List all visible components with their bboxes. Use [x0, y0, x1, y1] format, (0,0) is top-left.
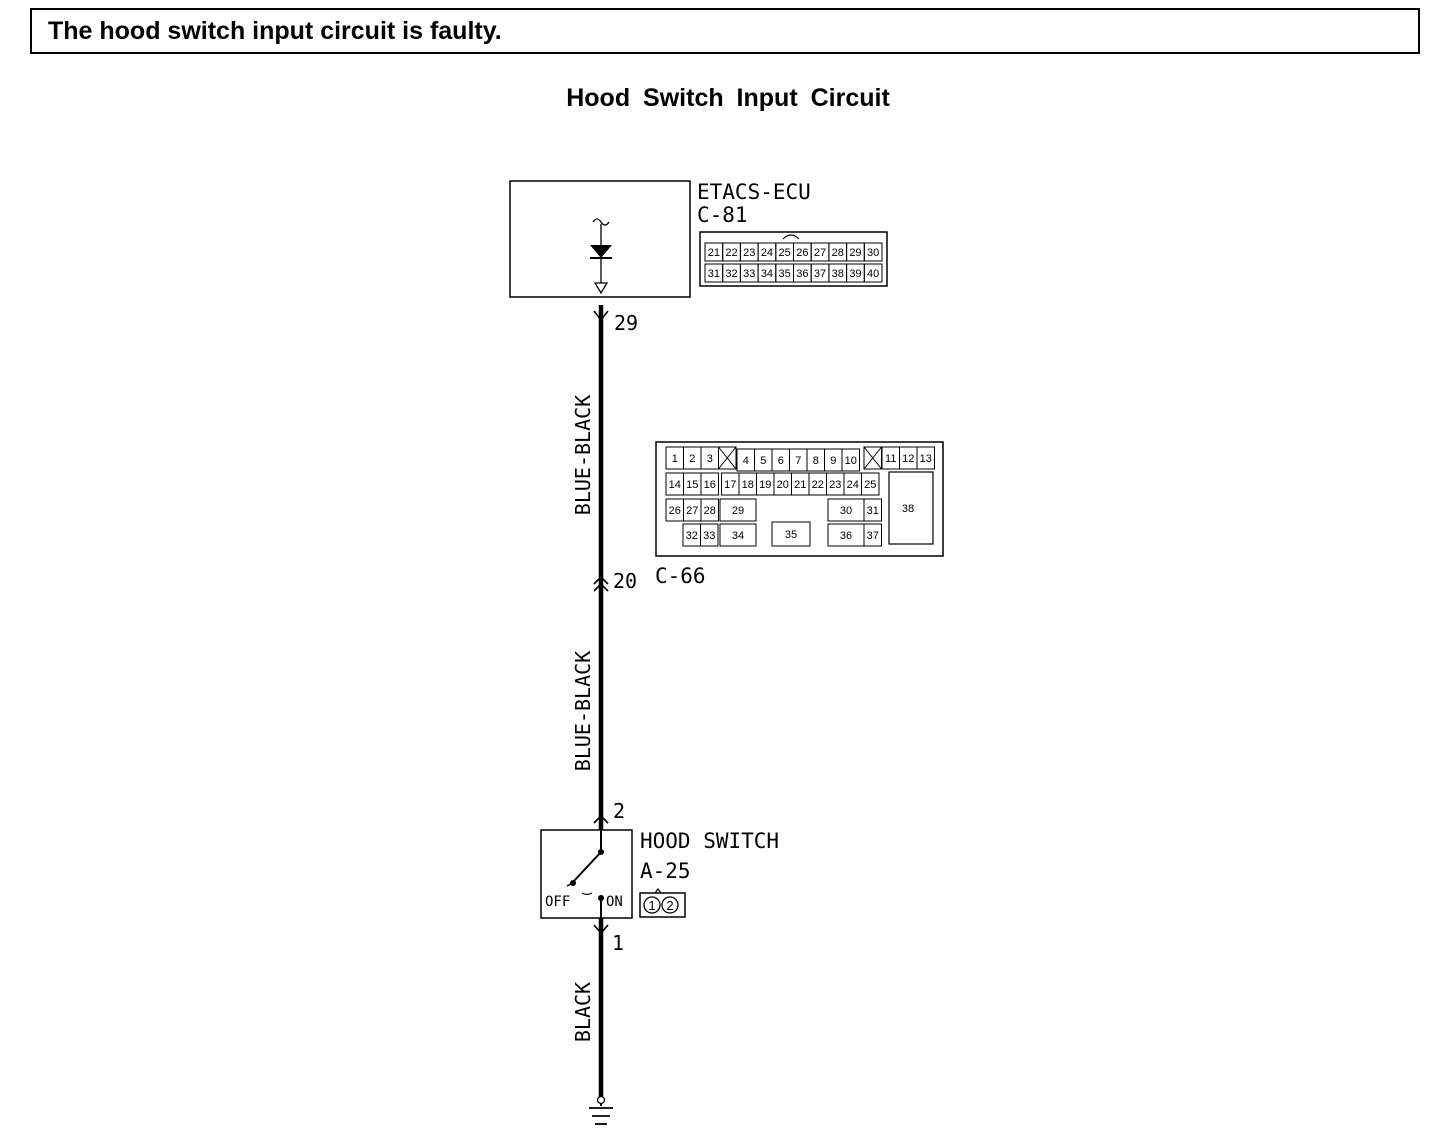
connector-pin: [794, 243, 812, 261]
connector-pin: [701, 473, 719, 495]
connector-pin-label: 1: [671, 453, 678, 465]
connector-pin: [684, 447, 702, 469]
a25-pin: 2: [666, 898, 674, 913]
connector-pin: [776, 264, 794, 282]
connector-pin: [829, 243, 847, 261]
connector-pin-label: 22: [811, 479, 824, 491]
switch-off-label: OFF: [545, 894, 571, 910]
connector-pin: [684, 473, 702, 495]
connector-pin: [772, 522, 810, 546]
connector-pin-label: 17: [724, 479, 737, 491]
connector-pin-label: 32: [725, 268, 738, 280]
connector-pin-label: 39: [849, 268, 862, 280]
connector-pin: [701, 447, 719, 469]
connector-pin-label: 25: [778, 247, 791, 259]
connector-pin: [792, 473, 810, 495]
switch-on-label: ON: [606, 894, 623, 910]
connector-pin-label: 29: [849, 247, 862, 259]
fault-banner-text: The hood switch input circuit is faulty.: [48, 17, 502, 45]
connector-pin-label: 26: [796, 247, 809, 259]
connector-pin-label: 30: [867, 247, 880, 259]
connector-pin-label: 27: [813, 247, 827, 259]
connector-pin-label: 6: [777, 455, 784, 467]
connector-pin: [811, 243, 829, 261]
connector-pin-label: 30: [839, 505, 853, 517]
connector-pin-label: 19: [759, 479, 772, 491]
connector-pin-label: 28: [703, 505, 716, 517]
ecu-name: ETACS-ECU: [697, 180, 811, 204]
connector-pin-label: 33: [743, 268, 756, 280]
switch-pin-2: 2: [613, 799, 626, 823]
connector-pin: [776, 243, 794, 261]
connector-pin-label: 27: [686, 505, 699, 517]
connector-pin-label: 5: [760, 455, 767, 467]
connector-pin-label: 40: [867, 268, 880, 280]
connector-pin: [807, 449, 825, 471]
connector-pin-label: 38: [831, 268, 844, 280]
connector-pin: [719, 447, 737, 469]
connector-pin: [811, 264, 829, 282]
connector-pin-label: 24: [760, 247, 774, 259]
connector-pin: [739, 473, 757, 495]
connector-pin-label: 35: [784, 529, 798, 541]
connector-pin-label: 36: [796, 268, 809, 280]
connector-pin-label: 38: [901, 503, 915, 515]
connector-pin: [900, 447, 918, 469]
connector-pin: [701, 524, 719, 546]
wire-middle-color: BLUE-BLACK: [571, 650, 595, 772]
connector-pin-label: 9: [830, 455, 837, 467]
connector-pin: [864, 447, 882, 469]
connector-pin-label: 34: [760, 268, 774, 280]
hood-switch: [541, 829, 779, 918]
connector-pin-label: 25: [864, 479, 877, 491]
connector-pin-label: 10: [844, 455, 857, 467]
connector-pin: [720, 524, 756, 546]
c66-pin-20: 20: [613, 569, 638, 593]
wire-lower-color: BLACK: [571, 981, 595, 1043]
connector-pin: [864, 499, 882, 521]
connector-pin: [737, 449, 755, 471]
connector-c66-face: [656, 442, 943, 556]
connector-pin-label: 23: [743, 247, 756, 259]
connector-pin-label: 15: [686, 479, 699, 491]
connector-pin: [864, 243, 882, 261]
connector-pin: [825, 449, 843, 471]
ecu-pin-29: 29: [614, 311, 639, 335]
connector-pin: [755, 449, 773, 471]
connector-pin-label: 14: [668, 479, 681, 491]
connector-pin-label: 23: [829, 479, 842, 491]
harness-wire: [571, 305, 706, 1098]
hood-switch-name: HOOD SWITCH: [640, 829, 780, 853]
connector-pin-label: 31: [866, 505, 879, 517]
connector-pin-label: 20: [776, 479, 789, 491]
connector-pin-label: 13: [919, 453, 932, 465]
connector-pin: [666, 499, 684, 521]
connector-pin: [705, 243, 723, 261]
connector-pin: [705, 264, 723, 282]
connector-pin: [772, 449, 790, 471]
connector-pin-label: 31: [707, 268, 720, 280]
connector-pin: [758, 264, 776, 282]
connector-pin: [666, 473, 684, 495]
connector-pin: [740, 264, 758, 282]
connector-pin-label: 26: [668, 505, 681, 517]
connector-pin-label: 3: [706, 453, 713, 465]
switch-pin-1: 1: [612, 931, 625, 955]
connector-pin: [701, 499, 719, 521]
connector-pin: [666, 447, 684, 469]
connector-pin: [683, 524, 701, 546]
connector-pin-label: 11: [885, 453, 897, 465]
connector-pin-label: 2: [689, 453, 696, 465]
connector-pin: [758, 243, 776, 261]
connector-pin: [828, 524, 864, 546]
connector-pin-label: 28: [831, 247, 844, 259]
connector-pin-label: 34: [731, 530, 745, 542]
connector-pin: [847, 243, 865, 261]
connector-pin-label: 36: [839, 530, 853, 542]
connector-pin-label: 4: [742, 455, 749, 467]
connector-pin: [723, 264, 741, 282]
connector-pin: [844, 473, 862, 495]
c66-connector-id: C-66: [655, 564, 706, 588]
connector-pin: [917, 447, 935, 469]
connector-pin-label: 24: [846, 479, 859, 491]
connector-pin: [864, 264, 882, 282]
connector-pin: [740, 243, 758, 261]
connector-pin: [828, 499, 864, 521]
connector-pin: [827, 473, 845, 495]
connector-pin-label: 21: [707, 247, 720, 259]
connector-pin: [882, 447, 900, 469]
connector-pin-label: 37: [813, 268, 827, 280]
ecu-connector-id: C-81: [697, 203, 748, 227]
connector-pin: [722, 473, 740, 495]
connector-pin-label: 32: [685, 530, 698, 542]
connector-pin-label: 18: [741, 479, 754, 491]
connector-pin: [684, 499, 702, 521]
connector-pin: [723, 243, 741, 261]
ecu-input-arrow-icon: [595, 283, 607, 293]
connector-pin-label: 16: [703, 479, 716, 491]
connector-pin: [842, 449, 860, 471]
connector-pin-label: 21: [794, 479, 807, 491]
hood-switch-connector-id: A-25: [640, 859, 691, 883]
connector-pin: [794, 264, 812, 282]
connector-pin-label: 35: [778, 268, 791, 280]
connector-c81-face: [700, 232, 887, 286]
connector-pin: [847, 264, 865, 282]
connector-pin-label: 7: [795, 455, 802, 467]
connector-pin-label: 8: [812, 455, 819, 467]
connector-pin-label: 37: [866, 530, 879, 542]
connector-pin: [790, 449, 808, 471]
wire-upper-color: BLUE-BLACK: [571, 394, 595, 516]
connector-pin-label: 29: [731, 505, 745, 517]
ground-icon: [589, 1096, 613, 1124]
diagram-title: Hood Switch Input Circuit: [566, 84, 890, 112]
connector-pin-label: 12: [902, 453, 915, 465]
connector-pin: [757, 473, 775, 495]
connector-pin: [864, 524, 882, 546]
a25-pin: 1: [648, 898, 656, 913]
connector-pin: [774, 473, 792, 495]
connector-pin-label: 33: [703, 530, 716, 542]
connector-pin: [862, 473, 880, 495]
connector-pin: [720, 499, 756, 521]
diode-icon: [590, 245, 612, 258]
connector-pin: [829, 264, 847, 282]
connector-pin-label: 22: [725, 247, 738, 259]
connector-pin: [809, 473, 827, 495]
